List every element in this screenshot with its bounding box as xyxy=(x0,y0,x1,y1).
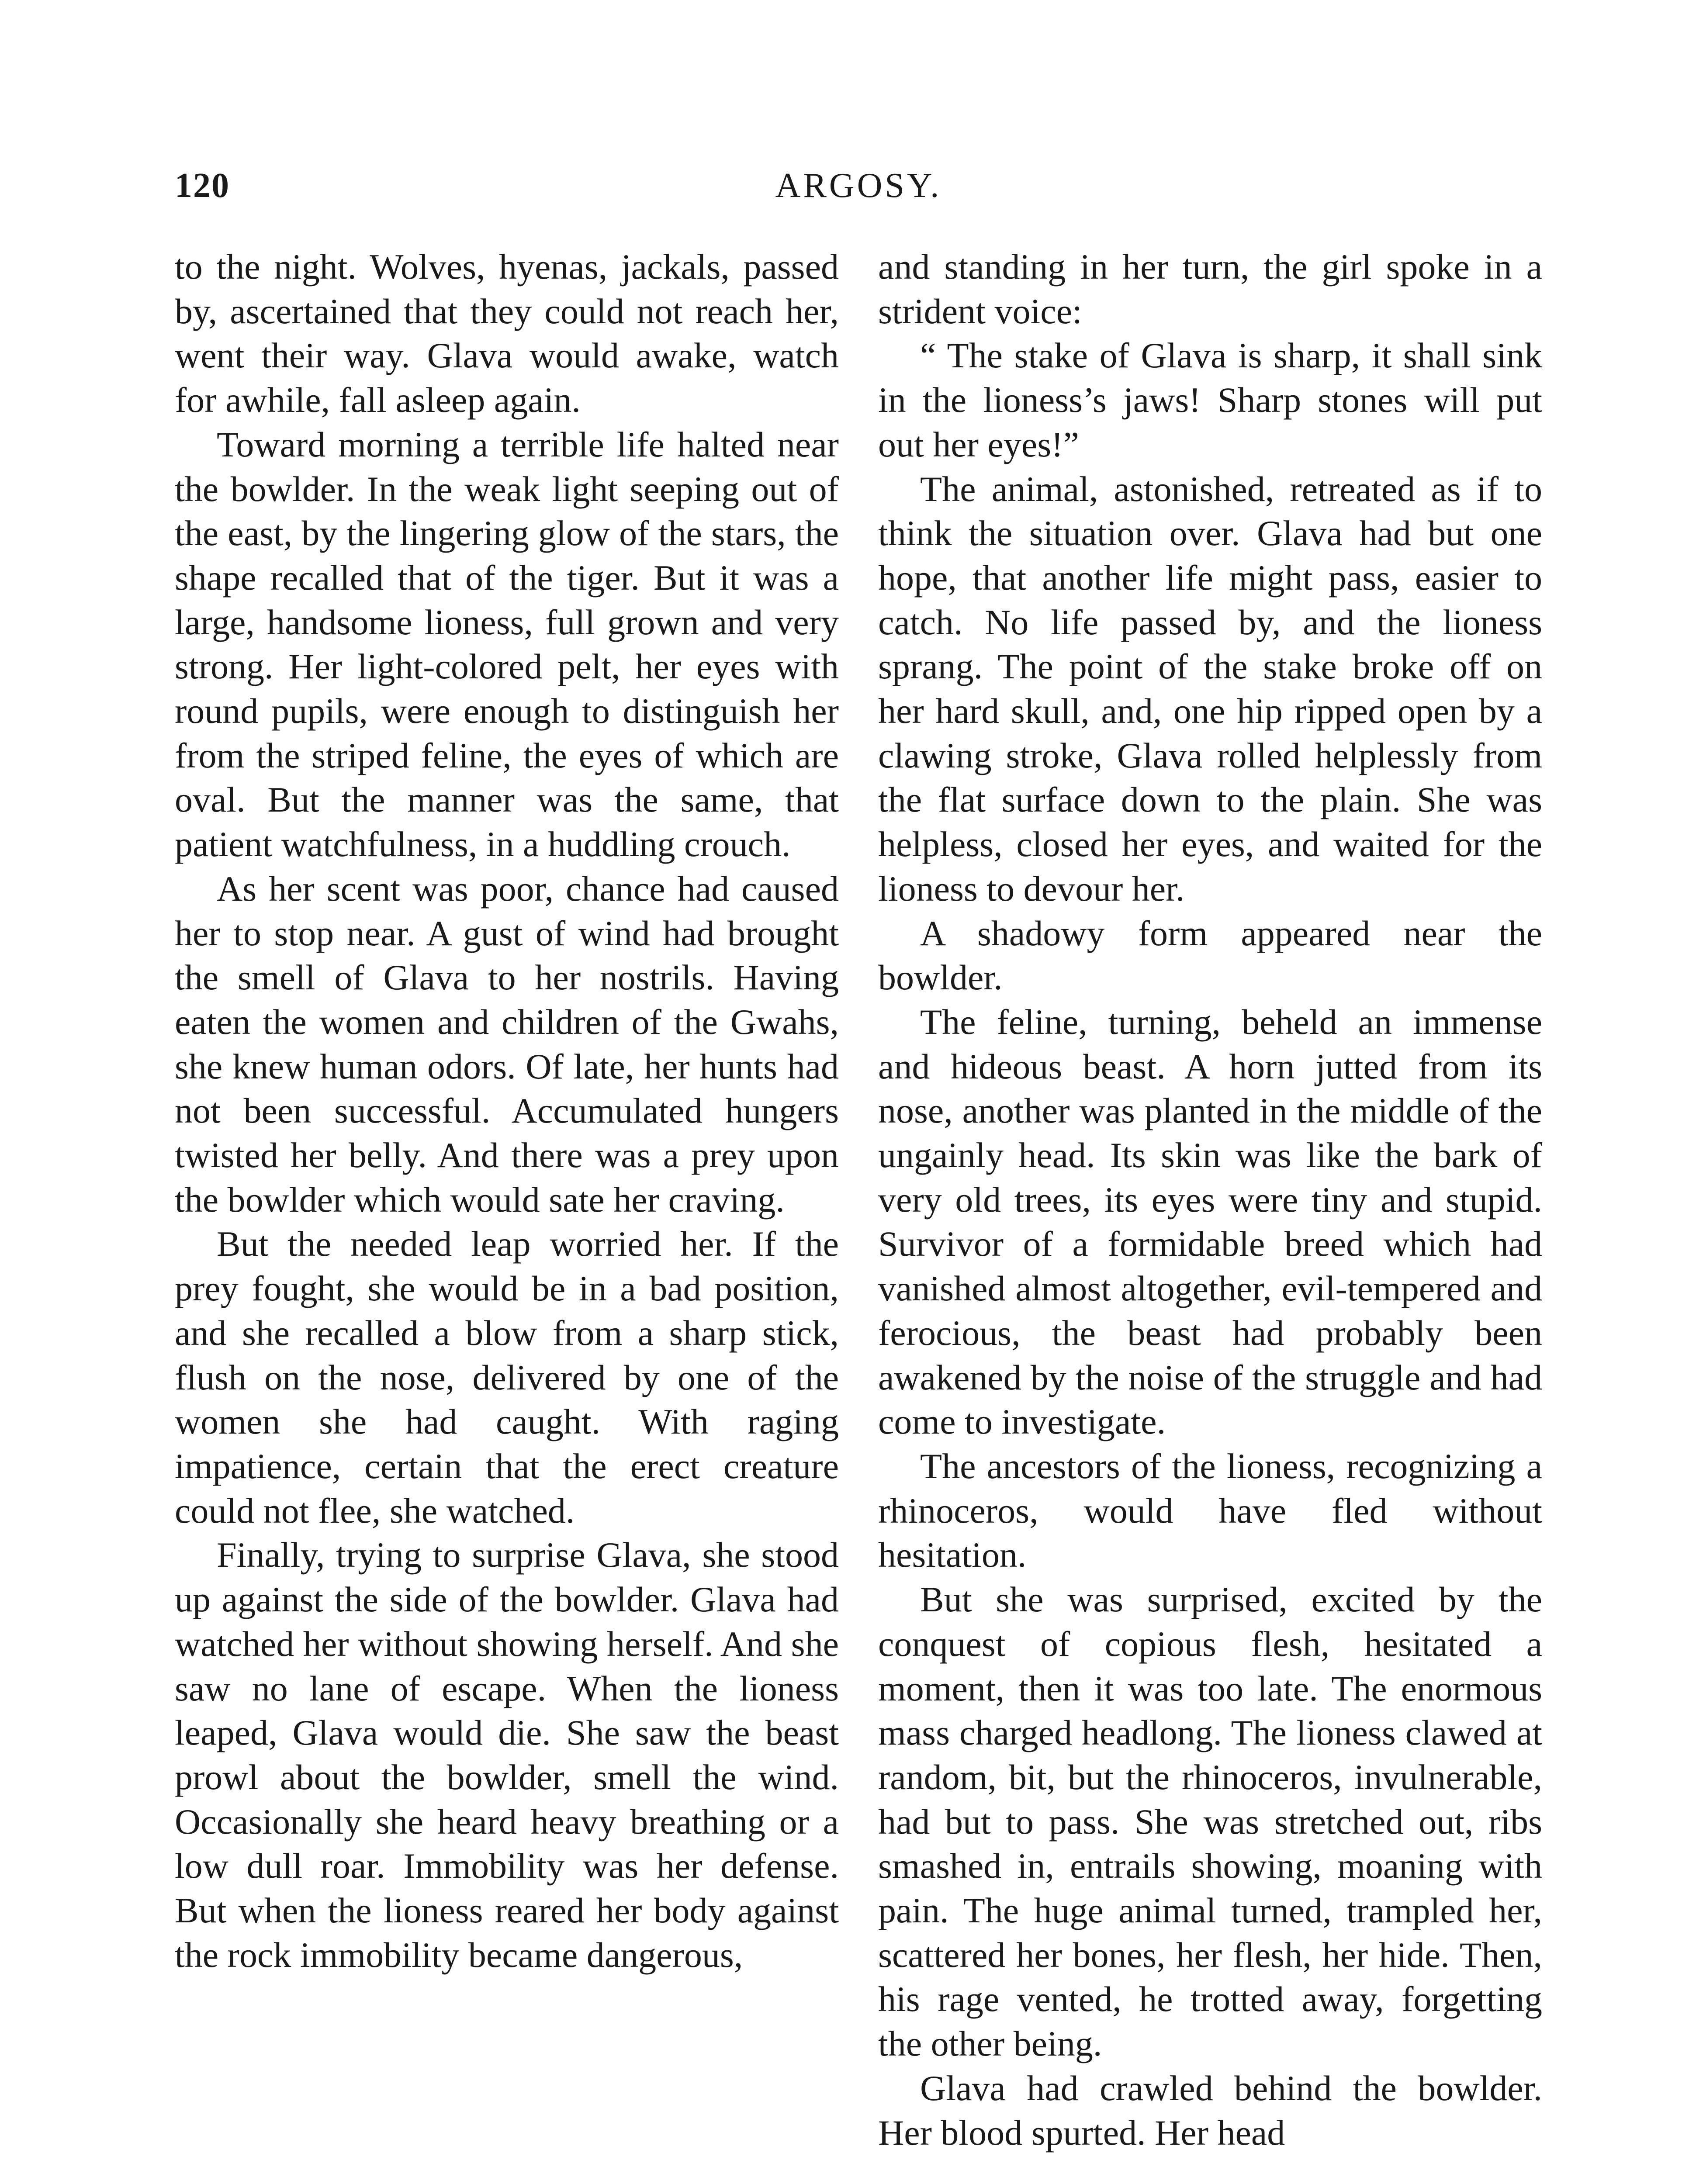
paragraph: The ancestors of the lioness, recognizing a rhinoceros, would have fled without hesitation. xyxy=(878,1446,1542,1575)
paragraph: and standing in her turn, the girl spoke in a strident voice: xyxy=(878,247,1542,331)
paragraph: The feline, turning, beheld an immense and hideous beast. A horn jutted from its nose, another was planted in the middle of the ungainly head. Its skin was like the bark of very old trees, its eyes were tiny and stupid. Survivor of a formidable breed which had vanished almost altogether, evil-tempered and ferocious, the beast had probably been awakened by the noise of the struggle and had come to investigate. xyxy=(878,1002,1542,1442)
paragraph: But the needed leap worried her. If the prey fought, she would be in a bad position, and she recalled a blow from a sharp stick, flush on the nose, delivered by one of the women she had caught. With raging impatience, certain that the erect creature could not flee, she watched. xyxy=(175,1224,839,1531)
page-number: 120 xyxy=(175,166,230,205)
paragraph: The animal, astonished, retreated as if to think the situation over. Glava had but one hope, that another life might pass, easier to catch. No life passed by, and the lioness sprang. The point of the stake broke off on her hard skull, and, one hip ripped open by a clawing stroke, Glava rolled helplessly from the flat surface down to the plain. She was helpless, closed her eyes, and waited for the lioness to devour her. xyxy=(878,469,1542,909)
paragraph: A shadowy form appeared near the bowlder. xyxy=(878,913,1542,998)
paragraph: to the night. Wolves, hyenas, jackals, passed by, ascertained that they could not reach her, went their way. Glava would awake, watch for awhile, fall asleep again. xyxy=(175,247,839,420)
running-head: ARGOSY. xyxy=(775,166,942,205)
paragraph: But she was surprised, excited by the conquest of copious flesh, hesitated a moment, then it was too late. The enormous mass charged headlong. The lioness clawed at random, bit, but the rhinoceros, invulnerable, had but to pass. She was stretched out, ribs smashed in, entrails showing, moaning with pain. The huge animal turned, trampled her, scattered her bones, her flesh, her hide. Then, his rage vented, he trotted away, forgetting the other being. xyxy=(878,1579,1542,2064)
left-column xyxy=(175,245,839,1977)
paragraph: As her scent was poor, chance had caused her to stop near. A gust of wind had brought the smell of Glava to her nostrils. Having eaten the women and children of the Gwahs, she knew human odors. Of late, her hunts had not been successful. Accumulated hungers twisted her belly. And there was a prey upon the bowlder which would sate her craving. xyxy=(175,868,839,1220)
paragraph: “ The stake of Glava is sharp, it shall sink in the lioness’s jaws! Sharp stones will put out her eyes!” xyxy=(878,335,1542,464)
right-column xyxy=(878,245,1542,2155)
paragraph: Finally, trying to surprise Glava, she stood up against the side of the bowlder. Glava had watched her without showing herself. And she saw no lane of escape. When the lioness leaped, Glava would die. She saw the beast prowl about the bowlder, smell the wind. Occasionally she heard heavy breathing or a low dull roar. Immobility was her defense. But when the lioness reared her body against the rock immobility became dangerous, xyxy=(175,1535,839,1975)
page-header xyxy=(175,166,1542,227)
paragraph: Glava had crawled behind the bowlder. Her blood spurted. Her head xyxy=(878,2068,1542,2153)
paragraph: Toward morning a terrible life halted near the bowlder. In the weak light seeping out of the east, by the lingering glow of the stars, the shape recalled that of the tiger. But it was a large, handsome lioness, full grown and very strong. Her light-colored pelt, her eyes with round pupils, were enough to distinguish her from the striped feline, the eyes of which are oval. But the manner was the same, that patient watchfulness, in a huddling crouch. xyxy=(175,424,839,864)
